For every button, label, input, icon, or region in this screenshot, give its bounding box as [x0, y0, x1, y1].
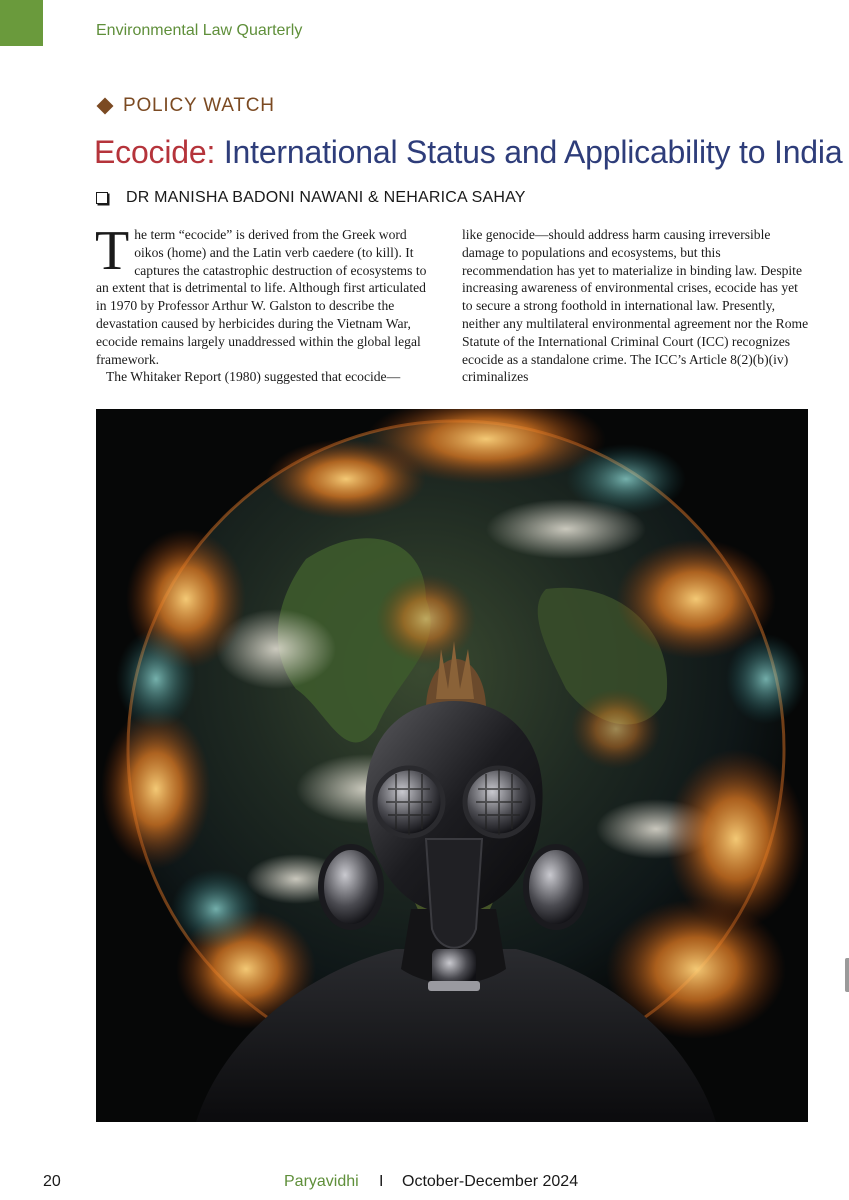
section-label	[96, 95, 275, 117]
article-title	[94, 134, 842, 171]
scroll-handle[interactable]	[845, 958, 849, 992]
byline	[96, 189, 526, 207]
author-names: DR MANISHA BADONI NAWANI & NEHARICA SAHAY	[126, 189, 526, 206]
diamond-icon	[97, 98, 114, 115]
body-paragraph-text: he term “ecocide” is derived from the Greek word oikos (home) and the Latin verb caedere (to kill). It captures the catastrophic destruction of ecosystems to an extent that is detrimental to life. Although first articulated in 1970 by Professor Arthur W. Galston to describe the devastation caused by herbicides during the Vietnam War, ecocide remains largely unaddressed within the global legal framework.	[96, 227, 427, 367]
footer-separator: I	[379, 1173, 384, 1190]
page-footer	[0, 1160, 849, 1200]
footer-publication: Paryavidhi	[284, 1173, 359, 1190]
footer-issue-date: October-December 2024	[402, 1173, 579, 1190]
body-paragraph: The Whitaker Report (1980) suggested that ecocide—	[106, 369, 401, 385]
body-paragraph: like genocide—should address harm causing irreversible damage to populations and ecosystems, but this recommendation has yet to materialize in binding law. Despite increasing awareness of environmental crises, ecocide has yet to secure a strong foothold in international law. Presently, neither any multilateral environmental agreement nor the Rome Statute of the International Criminal Court (ICC) recognizes ecocide as a standalone crime. The ICC’s Article 8(2)(b)(iv) criminalizes	[462, 227, 809, 385]
body-paragraph	[95, 220, 438, 368]
hero-image	[96, 409, 808, 1122]
body-column-right	[462, 226, 810, 386]
journal-name: Environmental Law Quarterly	[96, 22, 303, 39]
page-number: 20	[43, 1173, 61, 1190]
drop-cap: T	[95, 220, 130, 282]
body-column-left	[95, 220, 438, 386]
article-title-rest: International Status and Applicability to India	[223, 134, 843, 170]
section-label-text: POLICY WATCH	[123, 95, 275, 116]
corner-accent-block	[0, 0, 43, 46]
article-title-accent: Ecocide:	[94, 134, 216, 170]
checkbox-icon	[96, 192, 108, 204]
